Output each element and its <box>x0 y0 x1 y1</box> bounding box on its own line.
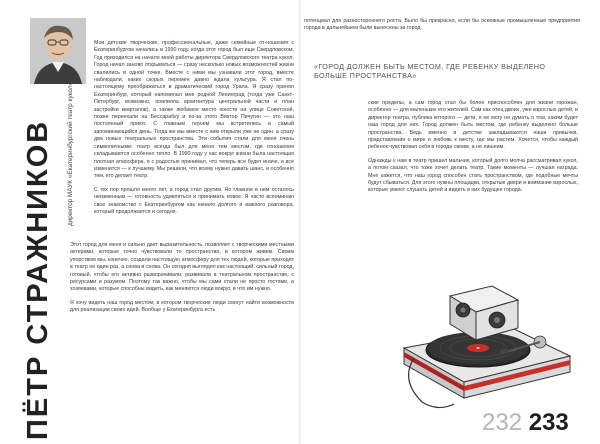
portrait-illustration <box>30 18 86 84</box>
record-player-illustration <box>394 270 574 414</box>
paragraph: ские пределы, а сам город стал бы более приспособлен для жизни горожан, особенно — для маленьких его жителей. Сам как отец двоих, уже взрослых детей, и директор театра, публика которого — дети, я не могу не думать о том, каким будет наш город для них. Город должен быть местом, где ребенку выделено больше пространства. Ведь именно в детстве закладываются наши привычки, представления о мире и любовь к месту, где мы растем. Хочется, чтобы каждый ребенок чувствовал себя в городе своим, а не лишним. <box>368 100 578 151</box>
left-text-column-bottom <box>70 242 294 321</box>
author-role-vertical: директор МАУК «Екатеринбургский театр кукол» <box>67 81 74 226</box>
right-text-intro <box>304 18 580 39</box>
page-number-right: 233 <box>528 409 569 436</box>
paragraph: Однажды к нам в театр пришел мальчик, который долго молча рассматривал кукол, а потом сказал, что тоже хочет делать театр. Такие моменты — лучшая награда. Мне кажется, что наш город способен стать пространством, где подобные мечты будут сбываться. Для этого нужны площадки, открытые двери и внимание взрослых, которые умеют слушать детей и видеть в них будущее города. <box>368 157 578 194</box>
author-portrait-photo <box>30 18 86 84</box>
author-name-vertical: ПЁТР СТРАЖНИКОВ <box>22 119 54 440</box>
left-text-column-top <box>94 40 294 222</box>
page-numbers <box>482 411 569 435</box>
page-gutter <box>299 0 301 444</box>
paragraph: Этот город для меня и сильно дает выразительность, позволяет с творческими местными актерами, которые точно чувствовали то пространство, в котором живем. Своим упорством мы, конечно, создали настоящую атмосферу для тех людей, которые приходят в театр не один раз, а снова и снова. Он сегодня выглядел как настоящий, сильный город, готовый, чтобы его активно разворачивали, развивали в театральном пространстве, с ресурсами и разумом. Поэтому так важно, чтобы мы сами стали не просто гостями, а хозяевами, которые способны видеть, как меняются люди вокруг, и что им нужно. <box>70 242 294 293</box>
paragraph: потенциал для разностороннего роста. Было бы прекрасно, если бы основные промышленные предприятия города в дальнейшем были вынесены за город. <box>304 18 580 32</box>
pull-quote: «ГОРОД ДОЛЖЕН БЫТЬ МЕСТОМ, ГДЕ РЕБЕНКУ ВЫДЕЛЕНО БОЛЬШЕ ПРОСТРАНСТВА» <box>314 62 546 81</box>
paragraph: Мои детские творческие, профессиональные, даже семейные от-ношения с Екатеринбургом начались в 1990 году, когда этот город был еще Свердловском. Год приходился на начало моей работы директора Свердловского театра кукол. Город начал заново открываться — сразу несколько новых возможностей жизни свалились в одной точке. Вместе с ними мы узнавали этот город, вместе наблюдали, каких скорых перемен давно ждала культура. Я стал по-настоящему преображаться в драматический город Урала. Я сразу принял Екатеринбург, который напоминал мне родной Ленинград (тогда уже Санкт-Петербург, возможно, повлияла архитектура центральной части и план застройки кварталов), а также любимое место юности на улице Советской, позже переехали на Бессарабку и из-за этого Виктор Пичугин — это наш постоянный приют. С главным героем мы встретились в самый запоминающийся день. Тогда же мы вместе с ним открыли уже не один, а сразу два новых театральных пространства. Эти события стали для меня очень символичными: театр всегда был для меня тем местом, где отношения складываются особенно тепло. В 1990 году у нас вокруг жизни была настоящая плотная атмосфера, я с радостью принимал, что теперь все будет иначе, и все изменится — к лучшему. Мы решили, что всему нужно давать шанс, и особенно тем, кто делает театр. <box>94 40 294 180</box>
paragraph: С тех пор прошло много лет, а город стал другим. Но главное в нем осталось неизменным — готовность удивляться и принимать новое. Я часто вспоминаю свое знакомство с Екатеринбургом как начало долгого и важного разговора, который продолжается и сегодня. <box>94 186 294 215</box>
paragraph: Я хочу видеть наш город местом, в котором творческие люди смогут найти возможности для реализации своих идей. Вообще у Екатеринбурга есть <box>70 299 294 314</box>
page-number-left: 232 <box>482 409 523 436</box>
right-text-column <box>368 100 578 201</box>
